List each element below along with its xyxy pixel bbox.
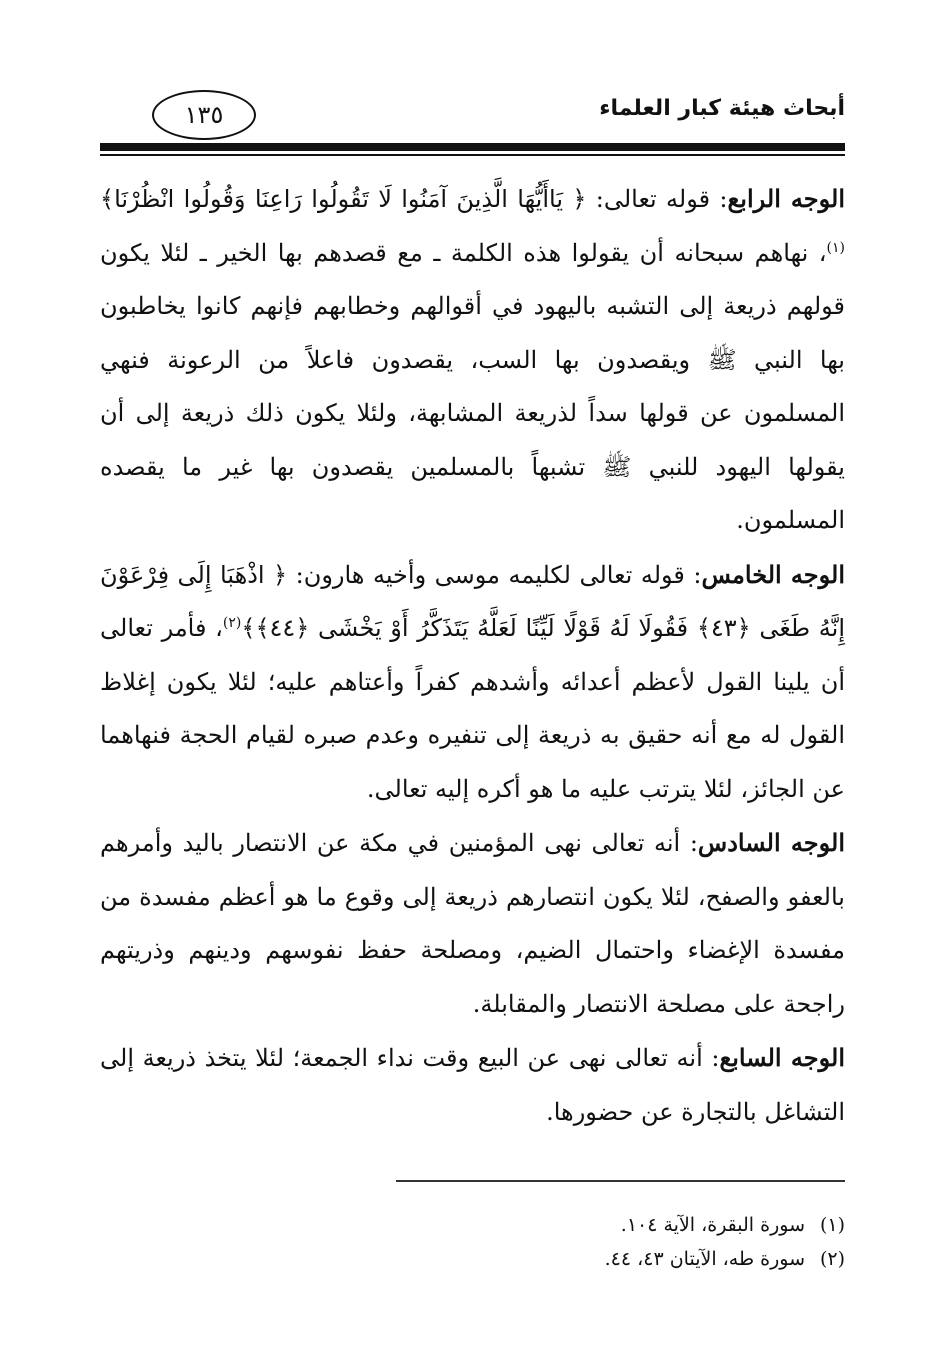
paragraph-lead: الوجه الرابع xyxy=(727,184,846,213)
footnote-separator xyxy=(396,1180,845,1182)
paragraph-lead: الوجه الخامس xyxy=(701,559,845,589)
paragraph-fourth-aspect xyxy=(100,172,845,548)
page-number: ١٣٥ xyxy=(184,101,224,129)
footnote-1 xyxy=(100,1208,845,1242)
footnote-number: (٢) xyxy=(819,1248,845,1270)
paragraph-text: : أنه تعالى نهى عن البيع وقت نداء الجمعة؛ لئلا يتخذ ذريعة إلى التشاغل بالتجارة عن حضورها. xyxy=(100,1044,845,1126)
header-rule-thin xyxy=(100,154,845,156)
footnote-2 xyxy=(100,1242,845,1276)
footnote-text: سورة طه، الآيتان ٤٣، ٤٤. xyxy=(604,1248,805,1270)
paragraph-seventh-aspect xyxy=(100,1031,845,1139)
paragraph-lead: الوجه السابع xyxy=(719,1043,845,1072)
paragraph-text: ، فأمر تعالى أن يلينا القول لأعظم أعدائه وأشدهم كفراً وأعتاهم عليه؛ لئلا يكون إغلاظ القول له مع أنه حقيق به ذريعة إلى تنفيره وعدم صبره لقيام الحجة فنهاهما عن الجائز، لئلا يترتب عليه ما هو أكره إليه تعالى. xyxy=(100,614,845,803)
header-rule-thick xyxy=(100,143,845,151)
page-number-oval xyxy=(152,90,256,140)
footnote-number: (١) xyxy=(819,1214,845,1236)
footnote-text: سورة البقرة، الآية ١٠٤. xyxy=(620,1214,805,1236)
paragraph-lead: الوجه السادس xyxy=(697,828,846,857)
paragraph-text: ، نهاهم سبحانه أن يقولوا هذه الكلمة ـ مع قصدهم بها الخير ـ لئلا يكون قولهم ذريعة إلى التشبه باليهود في أقوالهم وخطابهم فإنهم كانوا يخاطبون بها النبي ﷺ ويقصدون بها السب، يقصدون فاعلاً من الرعونة فنهي المسلمون عن قولها سداً لذريعة المشابهة، ولئلا يكون ذلك ذريعة إلى أن يقولها اليهود للنبي ﷺ تشبهاً بالمسلمين يقصدون بها غير ما يقصده المسلمون. xyxy=(100,238,845,534)
quran-verse: ﴿ اذْهَبَا إِلَى فِرْعَوْنَ إِنَّهُ طَغَى ﴿٤٣﴾ فَقُولَا لَهُ قَوْلًا لَيِّنًا لَعَلَّهُ يَتَذَكَّرُ أَوْ يَخْشَى ﴿٤٤﴾﴾ xyxy=(100,560,846,642)
footnote-ref: (٢) xyxy=(222,615,242,631)
running-head-title: أبحاث هيئة كبار العلماء xyxy=(599,96,845,121)
body-text xyxy=(100,172,845,1139)
paragraph-text: : قوله تعالى لكليمه موسى وأخيه هارون: xyxy=(287,560,702,589)
paragraph-text: : قوله تعالى: xyxy=(586,185,728,213)
paragraph-sixth-aspect xyxy=(100,816,845,1031)
paragraph-text: : أنه تعالى نهى المؤمنين في مكة عن الانتصار باليد وأمرهم بالعفو والصفح، لئلا يكون انتصارهم ذريعة إلى وقوع ما هو أعظم مفسدة من مفسدة الإغضاء واحتمال الضيم، ومصلحة حفظ نفوسهم ودينهم وذريتهم راجحة على مصلحة الانتصار والمقابلة. xyxy=(100,829,845,1018)
footnote-ref: (١) xyxy=(826,239,845,256)
quran-verse: ﴿ يَاأَيُّهَا الَّذِينَ آمَنُوا لَا تَقُولُوا رَاعِنَا وَقُولُوا انْظُرْنَا﴾ xyxy=(100,185,587,213)
paragraph-fifth-aspect xyxy=(100,548,845,817)
footnotes xyxy=(100,1208,845,1276)
